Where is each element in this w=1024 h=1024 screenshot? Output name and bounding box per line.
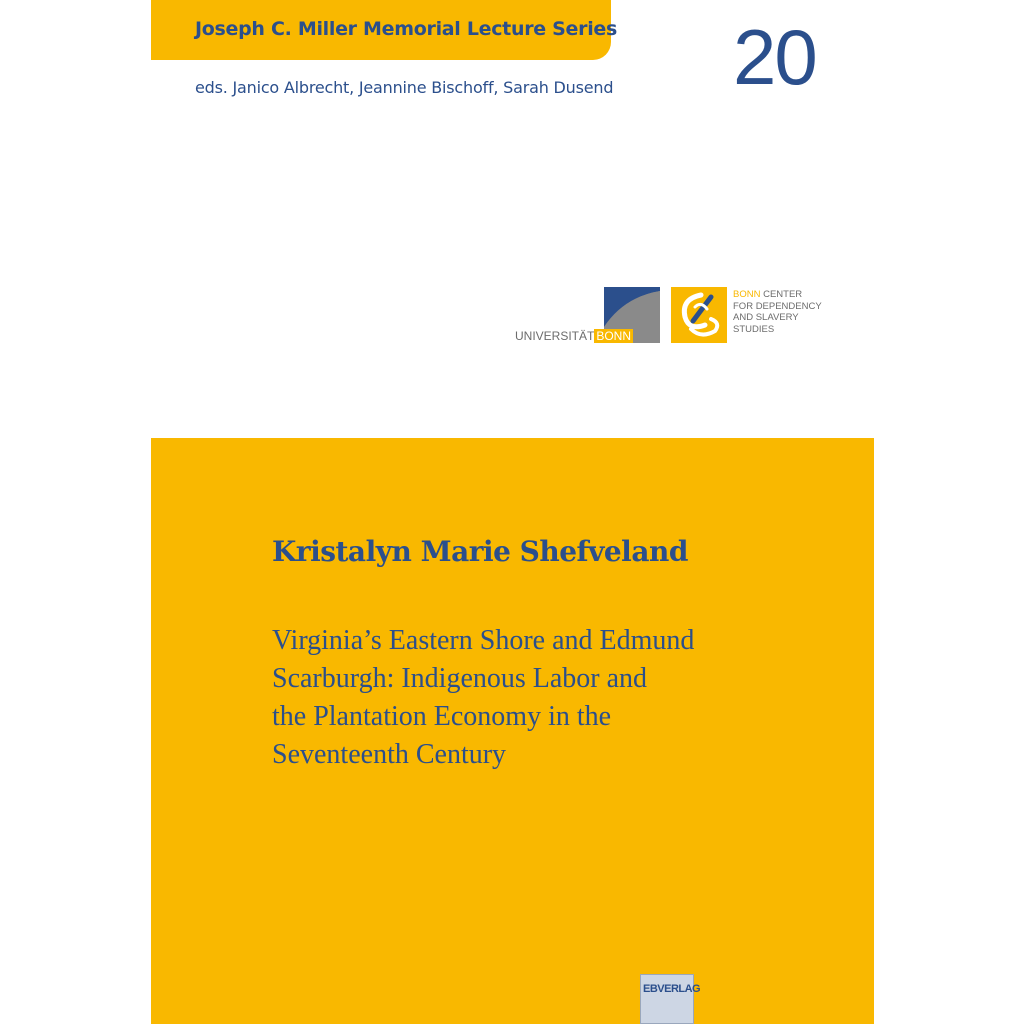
publisher-label: EBVERLAG [643,983,701,995]
author-name: Kristalyn Marie Shefveland [272,535,688,568]
book-title-line: Seventeenth Century [272,739,507,770]
series-title: Joseph C. Miller Memorial Lecture Series [195,18,618,40]
publisher-logo [640,974,701,1024]
bcdss-line2: FOR DEPENDENCY [733,300,822,312]
series-editors: eds. Janico Albrecht, Jeannine Bischoff, Sarah Dusend [195,78,614,97]
university-prefix: UNIVERSITÄT [515,329,595,343]
volume-number: 20 [733,13,816,101]
university-name: BONN [596,329,632,343]
bcdss-bonn: BONN [733,289,761,300]
bcdss-line3: AND SLAVERY [733,312,799,323]
book-title-line: Scarburgh: Indigenous Labor and [272,663,648,694]
bcdss-line1: CENTER [760,289,803,300]
book-title [272,622,812,774]
university-bonn-logo [515,287,665,347]
bcdss-line4: STUDIES [733,323,775,335]
bcdss-emblem-icon [671,287,727,343]
book-title-line: Virginia’s Eastern Shore and Edmund [272,625,695,656]
book-title-line: the Plantation Economy in the [272,701,612,732]
bcdss-wordmark [733,289,822,335]
university-wordmark [515,329,633,343]
